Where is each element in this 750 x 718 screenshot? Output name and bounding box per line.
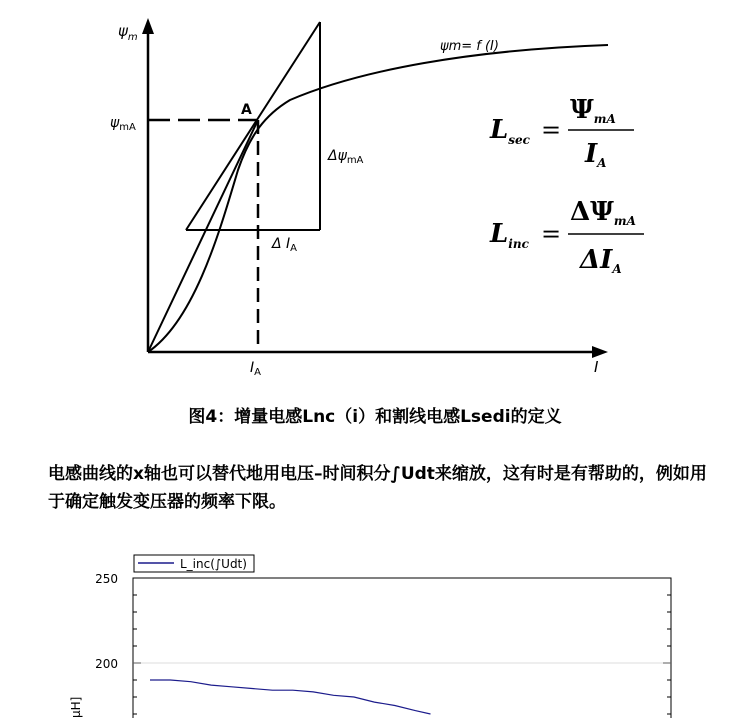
delta-i-label: Δ $I_A$ bbox=[272, 236, 297, 254]
x-axis-arrow bbox=[592, 346, 608, 358]
figure-caption: 图4：增量电感Lnc（i）和割线电感Lsedi的定义 bbox=[188, 407, 562, 427]
delta-psi-label: $\Delta\psi_{mA}$ bbox=[328, 148, 364, 166]
inductance-chart bbox=[0, 548, 750, 718]
body-paragraph: 电感曲线的x轴也可以替代地用电压–时间积分∫Udt来缩放，这有时是有帮助的，例如用于确定触发变压器的频率下限。 bbox=[48, 464, 707, 512]
y-axis-label: μH] bbox=[69, 696, 83, 718]
svg-text:ΔΨmA: ΔΨmA bbox=[570, 197, 636, 228]
tangent-line bbox=[186, 22, 320, 230]
y-tick-label: 200 bbox=[95, 657, 118, 671]
svg-text:Lsec: $L_{sec}$ bbox=[490, 115, 530, 147]
psi-ma-label: $\psi_{mA}$ bbox=[110, 115, 136, 133]
point-a-label: A bbox=[241, 102, 252, 118]
formula-lsec bbox=[489, 95, 634, 170]
svg-text:IA: IA bbox=[585, 139, 607, 170]
curve-label: ψm= f (I) bbox=[440, 39, 499, 54]
plot-area bbox=[133, 578, 671, 718]
secant-line bbox=[148, 120, 258, 352]
magnetization-curve bbox=[148, 45, 608, 352]
y-tick-label: 250 bbox=[95, 572, 118, 586]
ia-label: $I_A$ bbox=[250, 360, 261, 378]
y-axis-label: $\psi_m$ bbox=[118, 22, 138, 43]
svg-text:=: = bbox=[541, 116, 562, 144]
formula-linc bbox=[489, 197, 644, 276]
x-axis-label: I bbox=[594, 358, 599, 376]
legend-label: L_inc(∫Udt) bbox=[180, 557, 247, 571]
svg-text:=: = bbox=[541, 220, 562, 248]
y-axis-arrow bbox=[142, 18, 154, 34]
svg-text:ΨmA: ΨmA bbox=[570, 95, 616, 126]
svg-text:Linc: $L_{inc}$ bbox=[490, 219, 529, 251]
svg-text:ΔIA: ΔIA bbox=[580, 245, 622, 276]
